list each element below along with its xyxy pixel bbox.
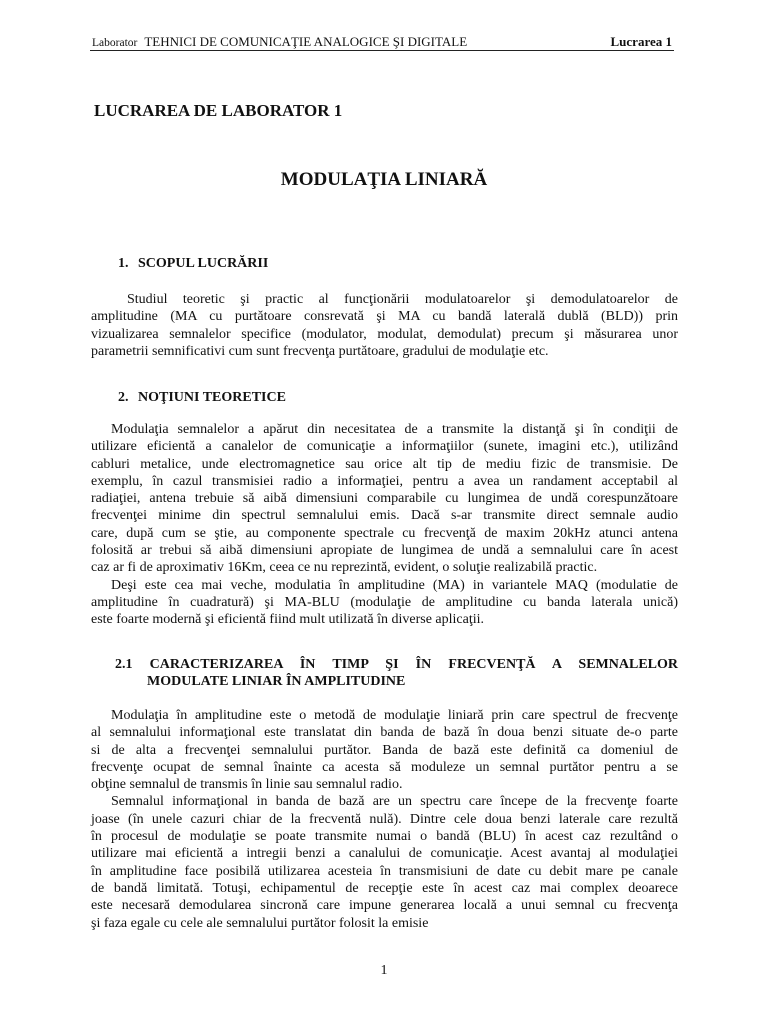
paragraph-line: vizualizarea semnalelor specifice (modulator, modulat, demodulat) precum şi măsurarea unor bbox=[91, 326, 678, 342]
paragraph-line: al semnalului informaţional este translatat din banda de bază în doua benzi situate de-o parte bbox=[91, 725, 678, 741]
section-2-title: NOŢIUNI TEORETICE bbox=[138, 390, 286, 405]
paragraph-line: exemplu, în cazul transmisiei radio a informaţiei, pentru a avea un randament acceptabil al bbox=[91, 473, 678, 489]
paragraph-line: de bandă limitată. Totuşi, echipamentul de recepţie este în acest caz mai complex deoarece bbox=[91, 880, 678, 896]
paragraph-line: folosită ar trebui să aibă dimensiuni apropiate de lungimea de undă a semnalului care în acest bbox=[91, 543, 678, 559]
page-number: 1 bbox=[380, 963, 388, 978]
paragraph-line: cabluri metalice, unde electromagnetice sau orice alt tip de mediu fizic de transmisie. De bbox=[91, 456, 678, 472]
paragraph-line: caz ar fi de aproximativ 16Km, ceea ce nu reprezintă, evident, o soluţie realizabilă practic. bbox=[91, 560, 598, 576]
paragraph-line: utilizare eficientă a canalelor de comunicaţie a informaţiilor (sunete, imagini etc.), utilizând bbox=[91, 439, 678, 455]
paragraph-line: joase (în unele cazuri chiar de la frecventă nulă). Dintre cele doua benzi laterale care rezultă bbox=[91, 811, 678, 827]
header-course-title: TEHNICI DE COMUNICAŢIE ANALOGICE ŞI DIGITALE bbox=[144, 34, 468, 49]
paragraph-line: parametrii semnificativi cum sunt frecvenţa purtătoare, gradului de modulaţie etc. bbox=[91, 343, 549, 359]
paragraph-line: obţine semnalul de transmis în linie sau semnalul radio. bbox=[91, 777, 403, 793]
section-2-number: 2. bbox=[118, 390, 129, 405]
paragraph-line: Studiul teoretic şi practic al funcţionării modulatoarelor şi demodulatoarelor de bbox=[127, 292, 678, 307]
paragraph-line: este necesară demodularea sincronă care impune generarea locală a unui semnal cu frecvenţa bbox=[91, 898, 678, 914]
section-1-number: 1. bbox=[118, 256, 129, 271]
section-1-title: SCOPUL LUCRĂRII bbox=[138, 256, 269, 271]
paragraph-line: în amplitudine face posibilă utilizarea acesteia în transmisiuni de date cu debit mare pe canale bbox=[91, 863, 678, 879]
section-2-1-paragraph bbox=[91, 707, 678, 932]
header-lab-label: Laborator bbox=[92, 37, 138, 49]
paragraph-line: este foarte modernă şi eficientă fiind mult utilizată în diverse aplicaţii. bbox=[91, 612, 485, 628]
section-1-heading bbox=[118, 256, 268, 272]
paragraph-line: Modulaţia în amplitudine este o metodă de modulaţie liniară prin care spectrul de frecvenţe bbox=[111, 708, 678, 723]
paragraph-line: radiaţiei, antena trebuie să aibă dimensiuni comparabile cu lungimea de undă corespunzătoare bbox=[91, 491, 678, 507]
section-1-paragraph bbox=[91, 291, 678, 360]
paragraph-line: Semnalul informaţional in banda de bază are un spectru care începe de la frecvenţe foarte bbox=[111, 794, 678, 810]
lab-title: LUCRAREA DE LABORATOR 1 bbox=[94, 101, 343, 120]
paragraph-line: Modulaţia semnalelor a apărut din necesitatea de a transmite la distanţă şi în condiţii de bbox=[111, 422, 678, 437]
section-2-paragraph bbox=[91, 421, 678, 629]
page-header bbox=[90, 32, 674, 51]
header-left bbox=[92, 34, 467, 50]
paragraph-line: frecvenţe ocupat de semnal înainte ca acesta să moduleze un semnal purtător pentru a se bbox=[91, 759, 678, 775]
paragraph-line: si de alta a frecvenţei semnalului purtător. Banda de bază este definită ca domeniul de bbox=[91, 742, 678, 758]
paragraph-line: care, după cum se ştie, au componente spectrale cu frecvenţă de maxim 20kHz atunci antena bbox=[91, 525, 678, 541]
paragraph-line: utilizare mai eficientă a intregii benzi a canalului de comunicaţie. Acest avantaj al modulaţiei bbox=[91, 846, 678, 862]
paragraph-line: în procesul de modulaţie se poate transmite numai o bandă (BLU) în acest caz rezultând o bbox=[91, 829, 678, 845]
section-2-1-title-line-1: 2.1 CARACTERIZAREA ÎN TIMP ŞI ÎN FRECVENŢĂ A SEMNALELOR bbox=[115, 657, 678, 672]
section-2-1-title-line-2: MODULATE LINIAR ÎN AMPLITUDINE bbox=[147, 674, 406, 689]
main-title: MODULAŢIA LINIARĂ bbox=[280, 169, 488, 190]
paragraph-line: şi faza egale cu cele ale semnalului purtător folosit la emisie bbox=[91, 915, 429, 931]
paragraph-line: amplitudine (MA cu purtătoare consrevată şi MA cu bandă laterală dublă (BLD)) prin bbox=[91, 309, 678, 325]
paragraph-line: Deşi este cea mai veche, modulatia în amplitudine (MA) in variantele MAQ (modulatie de bbox=[111, 577, 678, 593]
paragraph-line: frecvenţei minime din spectrul semnalului emis. Dacă s-ar transmite direct semnale audio bbox=[91, 508, 678, 524]
paragraph-line: amplitudine în cuadratură) şi MA-BLU (modulaţie de amplitudine cu banda laterala unică) bbox=[91, 594, 678, 610]
section-2-heading bbox=[118, 390, 286, 406]
section-2-1-heading bbox=[115, 656, 678, 690]
header-work-number: Lucrarea 1 bbox=[610, 34, 672, 49]
